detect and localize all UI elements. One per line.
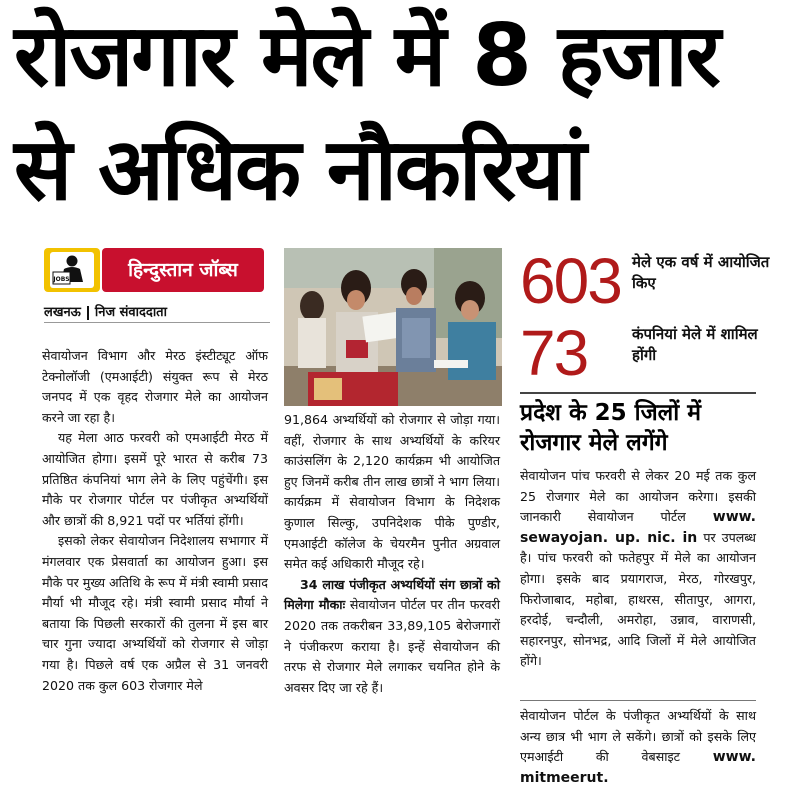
stats-divider [520,392,756,394]
stat-fairs-value: 603 [520,245,621,317]
job-fair-photo [284,248,502,406]
stat-companies-value: 73 [520,317,588,389]
stat-companies-label: कंपनियां मेले में शामिल होंगी [632,325,758,364]
byline-separator [87,306,89,320]
byline-divider [44,322,270,323]
col1-paragraph-3: इसको लेकर सेवायोजन निदेशालय सभागार में मंगलवार एक प्रेसवार्ता का आयोजन हुआ। इस मौके पर मुख्य अतिथि के रूप में मंत्री स्वामी प्रसाद मौर्या भी मौजूद रहे। मंत्री स्वामी प्रसाद मौर्या ने बताया कि पिछली सरकारों की तुलना में इस बार चार गुना ज्यादा अभ्यर्थियों को रोजगार से जोड़ा गया है। पिछले वर्ष एक अप्रैल से 31 जनवरी 2020 तक कुल 603 रोजगार मेले [42,533,268,693]
col2-paragraph-2: सेवायोजन पोर्टल पर तीन फरवरी 2020 तक तकरीबन 33,89,105 बेरोजगारों ने पंजीकरण कराया है। इन्हें सेवायोजन की तरफ से रोजगार मेले लगाकर चयनित होने के अवसर दिए जा रहे हैं। [284,597,500,695]
article-column-2 [284,410,500,698]
article-column-3-bottom [520,706,756,788]
col1-paragraph-2: यह मेला आठ फरवरी को एमआईटी मेरठ में आयोजित होगा। इसमें पूरे भारत से करीब 73 प्रतिष्ठित कंपनियां भाग लेने के लिए पहुंचेंगी। इस मौके पर रोजगार पोर्टल पर पंजीकृत अभ्यर्थियों और छात्रों की 8,921 पदों पर भर्तियां होंगी। [42,430,268,528]
col3-divider [520,700,756,701]
subhead-25-districts: प्रदेश के 25 जिलों में रोजगार मेले लगेंगे [520,400,701,456]
col2-paragraph-1: 91,864 अभ्यर्थियों को रोजगार से जोड़ा गया। वहीं, रोजगार के साथ अभ्यर्थियों के करियर काउंसलिंग के 2,120 कार्यक्रम भी आयोजित हुए जिनमें करीब तीन लाख छात्रों ने भाग लिया। कार्यक्रम में सेवायोजन विभाग के निदेशक कुणाल सिल्कु, उपनिदेशक पीके पुण्डीर, एमआईटी कॉलेज के चेयरमैन पुनीत अग्रवाल समेत कई अधिकारी मौजूद रहे। [284,412,500,572]
headline-line-2: से अधिक नौकरियां [14,120,585,220]
mit-website-text: www. mitmeerut. [520,749,756,786]
jobs-person-icon [44,248,100,292]
article-column-1 [42,346,268,696]
byline-reporter: निज संवाददाता [94,305,167,320]
hindustan-jobs-logo [44,248,264,292]
col3-paragraph-1-end: पर उपलब्ध है। पांच फरवरी को फतेहपुर में मेले का आयोजन होगा। इसके बाद प्रयागराज, मेरठ, गोरखपुर, फिरोजाबाद, महोबा, हाथरस, सीतापुर, आगरा, हरदोई, चन्दौली, अमरोहा, उन्नाव, वाराणसी, सहारनपुर, सोनभद्र, आदि जिलों में मेले आयोजित होंगे। [520,529,756,669]
stat-fairs-label: मेले एक वर्ष में आयोजित किए [632,253,770,292]
brand-name: हिन्दुस्तान जॉब्स [102,248,264,292]
logo-icon-label: JOBS [53,276,70,283]
byline-city: लखनऊ [44,305,81,320]
col3-paragraph-2: सेवायोजन पोर्टल के पंजीकृत अभ्यर्थियों के साथ अन्य छात्र भी भाग ले सकेंगे। छात्रों को इसके लिए एमआईटी की वेबसाइट [520,708,756,765]
photo-illustration [284,248,502,406]
sewayojan-website-text: www. sewayojan. up. nic. in [520,509,756,546]
headline-line-1: रोजगार मेले में 8 हजार [14,6,719,106]
col3-paragraph-1-start: सेवायोजन पांच फरवरी से लेकर 20 मई तक कुल 25 रोजगार मेले का आयोजन करेगा। इसकी जानकारी सेवायोजन पोर्टल [520,468,756,525]
col1-paragraph-1: सेवायोजन विभाग और मेरठ इंस्टीट्यूट ऑफ टेक्नोलॉजी (एमआईटी) संयुक्त रूप से मेरठ जनपद में एक वृहद रोजगार मेले का आयोजन करने जा रहा है। [42,348,268,425]
article-column-3 [520,466,756,672]
col2-subheading: 34 लाख पंजीकृत अभ्यर्थियों संग छात्रों को मिलेगा मौकाः [284,576,500,613]
byline [44,302,167,320]
